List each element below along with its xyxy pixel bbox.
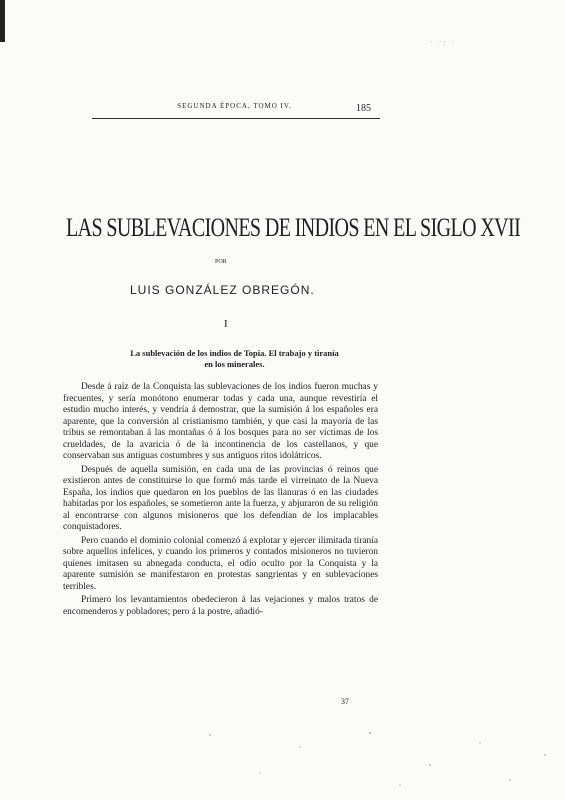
section-subheading xyxy=(92,348,377,370)
page-number: 185 xyxy=(356,103,371,114)
article-title: LAS SUBLEVACIONES DE INDIOS EN EL SIGLO XVII xyxy=(66,214,521,243)
page-edge-mark xyxy=(0,0,5,42)
section-number: I xyxy=(224,318,228,330)
signature-mark: 37 xyxy=(341,697,349,706)
author-name: LUIS GONZÁLEZ OBREGÓN. xyxy=(130,283,315,297)
paragraph: Después de aquella sumisión, en cada una de las provincias ó reinos que existieron antes de constituirse lo que formó más tarde el virreinato de la Nueva España, los indios que quedaron en los pueblos de las llanuras ó en las ciudades habitadas por los españoles, se sometieron ante la fuerza, y abjuraron de su religión al encontrarse con algunos misioneros que los defendían de los implacables conquistadores. xyxy=(63,464,378,532)
subheading-line-1: La sublevación de los indios de Topia. El trabajo y tiranía xyxy=(130,348,339,358)
scan-speckle-area xyxy=(150,725,565,795)
scan-speckle: · ·: · xyxy=(430,38,457,47)
header-rule xyxy=(92,118,380,119)
body-text xyxy=(63,382,378,618)
paragraph: Desde á raíz de la Conquista las sublevaciones de los indios fueron muchas y frecuentes, y sería monótono enumerar todas y cada una, aunque revestiría el estudio mucho interés, y vendría á demostrar, que la sumisión á los españoles era aparente, que la conversión al cristianismo también, y que casi la mayoría de las tribus se remontaban á las montañas ó á los bosques para no ser víctimas de los crueldades, de la avaricia ó de la incontinencia de los castellanos, y que conservaban sus antiguas costumbres y sus antiguos ritos idolátricos. xyxy=(63,382,378,461)
subheading-line-2: en los minerales. xyxy=(204,359,265,369)
byline: POR xyxy=(215,259,227,265)
running-header: SEGUNDA ÉPOCA, TOMO IV. xyxy=(177,102,292,110)
paragraph: Primero los levantamientos obedecieron á las vejaciones y malos tratos de encomenderos y pobladores; pero á la postre, añadió- xyxy=(63,595,378,617)
paragraph: Pero cuando el dominio colonial comenzó á explotar y ejercer ilimitada tiranía sobre aquellos infelices, y cuando los primeros y contados misioneros no tuvieron quienes imitasen su abnegada conducta, el odio oculto por la Conquista y la aparente sumisión se manifestaron en protestas sangrientas y en sublevaciones terribles. xyxy=(63,535,378,592)
